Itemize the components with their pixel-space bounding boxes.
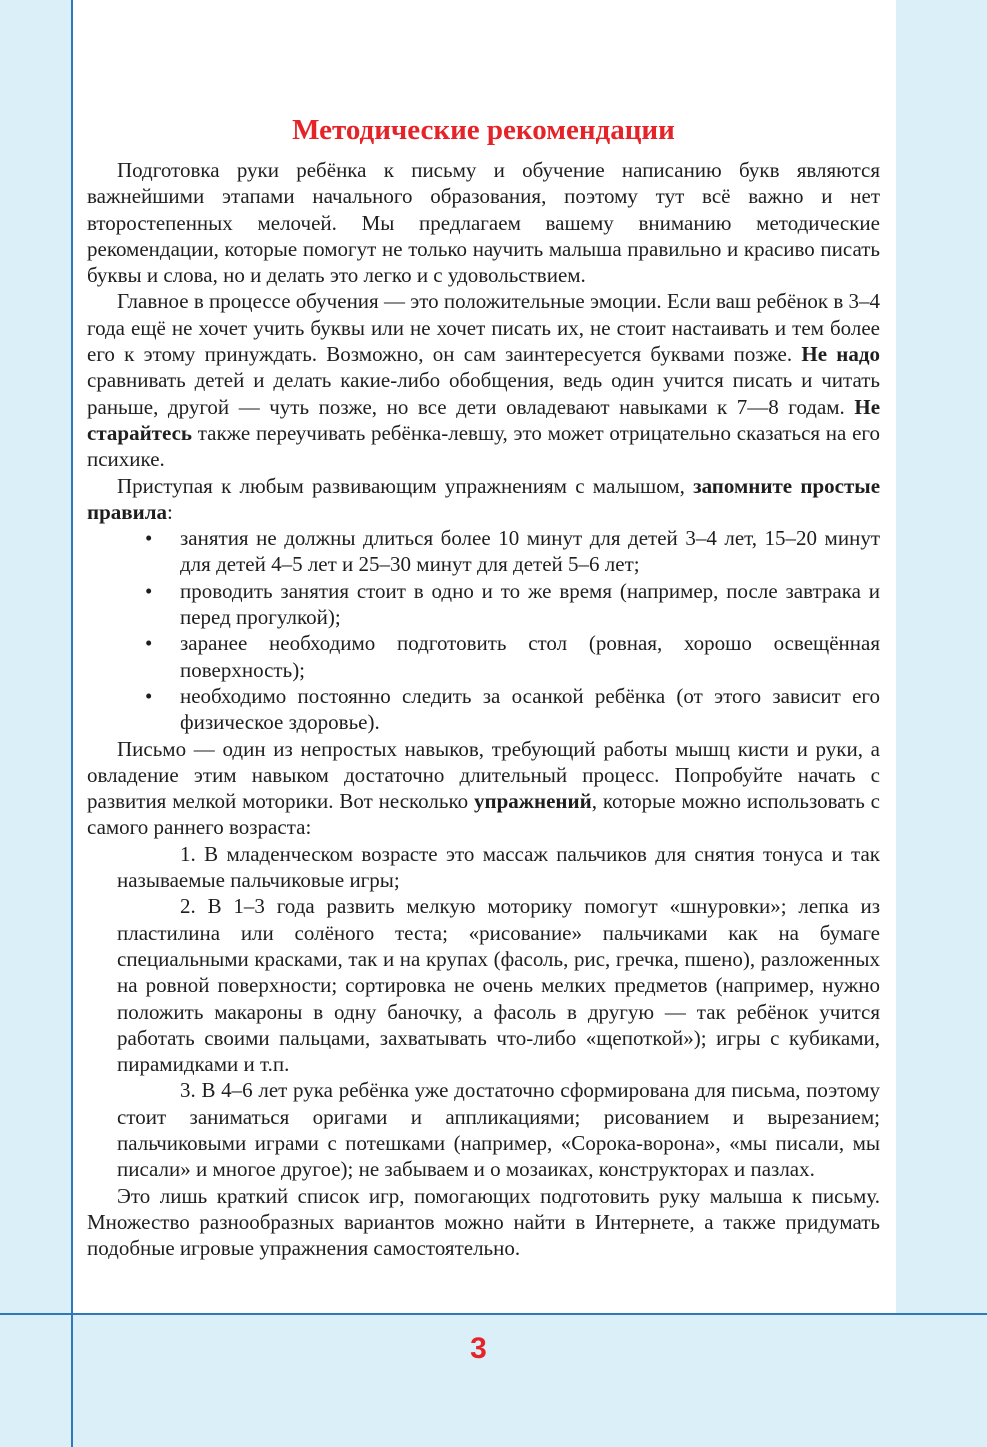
rule-text: занятия не должны длиться более 10 минут для детей 3–4 лет, 15–20 минут для детей 4–5 лет и 25–30 минут для детей 5–6 лет;: [180, 526, 880, 577]
writing-bold: упражнений: [474, 789, 592, 814]
emotions-bold-2: Не старайтесь: [87, 394, 881, 445]
footer-line: [0, 1313, 987, 1315]
bullet-icon: •: [145, 526, 153, 551]
conclusion-paragraph: Это лишь краткий список игр, помогающих подготовить руку малыша к письму. Множество разнообразных вариантов можно найти в Интернете, а также придумать подобные игровые упражнения самостоятельно.: [87, 1183, 880, 1261]
emotions-bold-1: Не надо: [801, 342, 881, 367]
rule-item: [87, 525, 880, 578]
intro-paragraph: Подготовка руки ребёнка к письму и обучение написанию букв являются важнейшими этапами начального образования, поэтому тут всё важно и нет второстепенных мелочей. Мы предлагаем вашему вниманию методические рекомендации, которые помогут не только научить малыша правильно и красиво писать буквы и слова, но и делать это легко и с удовольствием.: [87, 158, 880, 288]
emotions-paragraph: [87, 288, 880, 472]
rule-item: [87, 683, 880, 736]
writing-text: Письмо — один из непростых навыков, требующий работы мышц кисти и руки, а овладение этим навыком достаточно длительный процесс. Попробуйте начать с развития мелкой моторики. Вот несколько: [87, 736, 880, 814]
page-number: 3: [470, 1332, 487, 1365]
bullet-icon: •: [145, 578, 153, 603]
rule-item: [87, 578, 880, 631]
rule-text: проводить занятия стоит в одно и то же время (например, после завтрака и перед прогулкой);: [180, 578, 880, 630]
writing-paragraph: [87, 736, 880, 841]
rule-item: [87, 630, 880, 683]
bullet-icon: •: [145, 683, 153, 708]
rules-list: [87, 525, 880, 735]
rule-text: необходимо постоянно следить за осанкой ребёнка (от этого зависит его физическое здоровье).: [180, 683, 880, 735]
emotions-text-2: сравнивать детей и делать какие-либо обобщения, ведь один учится писать и читать раньше, другой — чуть позже, но все дети овладевают навыками к 7—8 годам.: [87, 368, 880, 419]
page-title: Методические рекомендации: [292, 114, 675, 146]
writing-end: , которые можно использовать с самого раннего возраста:: [87, 789, 881, 840]
emotions-text-1: Главное в процессе обучения — это положительные эмоции. Если ваш ребёнок в 3–4 года ещё не хочет учить буквы или не хочет писать их, не стоит настаивать и тем более его к этому принуждать. Возможно, он сам заинтересуется буквами позже.: [87, 289, 881, 367]
emotions-text-3: также переучивать ребёнка-левшу, это может отрицательно сказаться на его психике.: [87, 420, 880, 472]
rules-intro-text: Приступая к любым развивающим упражнениям с малышом,: [117, 473, 685, 498]
rule-text: заранее необходимо подготовить стол (ровная, хорошо освещённая поверхность);: [180, 631, 880, 682]
exercise-item-2: 2. В 1–3 года развить мелкую моторику помогут «шнуровки»; лепка из пластилина или солёного теста; «рисование» пальчиками как на бумаге специальными красками, так и на крупах (фасоль, рис, гречка, пшено), разложенных на ровной поверхности; сортировка не очень мелких предметов (например, нужно положить макароны в одну баночку, а фасоль в другую — так ребёнок учится работать своими пальцами, захватывать что-либо «щепоткой»); игры с кубиками, пирамидками и т.п.: [117, 894, 880, 1077]
rules-intro-paragraph: [87, 473, 880, 526]
rules-intro-end: :: [167, 499, 173, 524]
exercise-item-3: 3. В 4–6 лет рука ребёнка уже достаточно сформирована для письма, поэтому стоит заниматься оригами и аппликациями; рисованием и вырезанием; пальчиковыми играми с потешками (например, «Сорока-ворона», «мы писали, мы писали» и многое другое); не забываем и о мозаиках, конструкторах и пазлах.: [117, 1078, 880, 1182]
bullet-icon: •: [145, 631, 153, 656]
exercise-item-1: 1. В младенческом возрасте это массаж пальчиков для снятия тонуса и так называемые пальчиковые игры;: [117, 841, 880, 893]
rules-intro-bold: запомните простые правила: [87, 473, 881, 524]
page-content: [87, 112, 880, 1261]
